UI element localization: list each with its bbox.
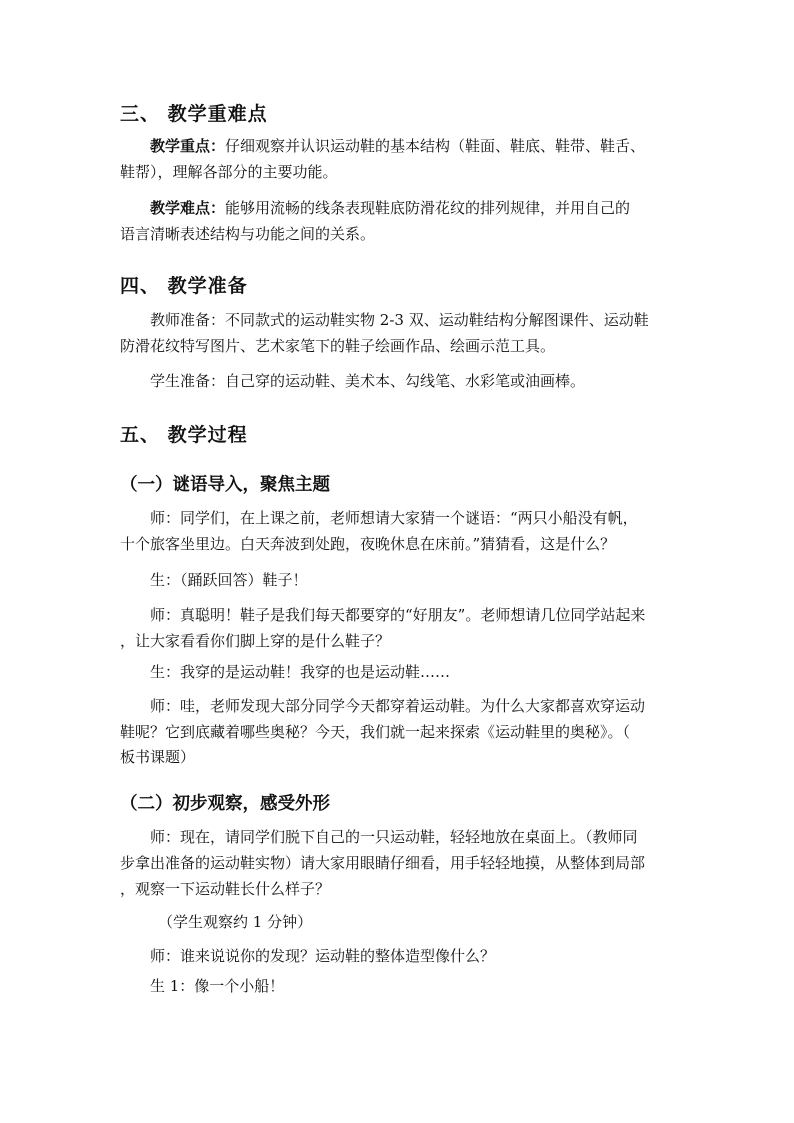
focus-paragraph-line-1 — [150, 136, 645, 156]
difficulty-paragraph-line-1 — [150, 198, 630, 218]
teacher-intro-line-1: 师：哇，老师发现大部分同学今天都穿着运动鞋。为什么大家都喜欢穿运动 — [150, 697, 646, 715]
section-heading-3: 三、 教学重难点 — [120, 103, 268, 125]
focus-label: 教学重点： — [150, 137, 226, 155]
teacher-question-line-1: 师：谁来说说你的发现？运动鞋的整体造型像什么？ — [150, 947, 496, 965]
observe-paragraph-line-3: ，观察一下运动鞋长什么样子？ — [120, 880, 331, 898]
teacher-intro-line-3: 板书课题） — [120, 748, 196, 766]
student-reply-line-1: 生：我穿的是运动鞋！我穿的也是运动鞋…… — [150, 663, 451, 681]
teacher-prep-line-1: 教师准备：不同款式的运动鞋实物 2-3 双、运动鞋结构分解图课件、运动鞋 — [150, 311, 649, 329]
observe-paragraph-line-2: 步拿出准备的运动鞋实物）请大家用眼睛仔细看，用手轻轻地摸，从整体到局部 — [120, 854, 646, 872]
focus-text: 仔细观察并认识运动鞋的基本结构（鞋面、鞋底、鞋带、鞋舌、 — [225, 137, 646, 155]
section-heading-5: 五、 教学过程 — [120, 424, 248, 446]
observe-paragraph-line-1: 师：现在，请同学们脱下自己的一只运动鞋，轻轻地放在桌面上。（教师同 — [150, 828, 638, 846]
riddle-paragraph-line-2: 十个旅客坐里边。白天奔波到处跑，夜晚休息在床前。”猜猜看，这是什么？ — [120, 535, 616, 553]
observe-note-line-1: （学生观察约 1 分钟） — [158, 913, 313, 931]
subsection-heading-1: （一）谜语导入，聚焦主题 — [120, 475, 330, 495]
riddle-paragraph-line-1: 师：同学们，在上课之前，老师想请大家猜一个谜语：“两只小船没有帆， — [150, 509, 638, 527]
teacher-praise-line-1: 师：真聪明！鞋子是我们每天都要穿的“好朋友”。老师想请几位同学站起来 — [150, 606, 646, 624]
student-answer-line-1: 生：（踊跃回答）鞋子！ — [150, 571, 308, 589]
section-heading-4: 四、 教学准备 — [120, 275, 248, 297]
focus-paragraph-line-2: 鞋帮），理解各部分的主要功能。 — [120, 163, 338, 181]
teacher-intro-line-2: 鞋呢？它到底藏着哪些奥秘？今天，我们就一起来探索《运动鞋里的奥秘》。（ — [120, 723, 631, 741]
subsection-heading-2: （二）初步观察，感受外形 — [120, 794, 330, 814]
difficulty-text: 能够用流畅的线条表现鞋底防滑花纹的排列规律，并用自己的 — [225, 199, 631, 217]
student1-answer-line-1: 生 1：像一个小船！ — [150, 977, 285, 995]
teacher-praise-line-2: ，让大家看看你们脚上穿的是什么鞋子？ — [120, 632, 391, 650]
student-prep-line-1: 学生准备：自己穿的运动鞋、美术本、勾线笔、水彩笔或油画棒。 — [150, 372, 586, 390]
teacher-prep-line-2: 防滑花纹特写图片、艺术家笔下的鞋子绘画作品、绘画示范工具。 — [120, 337, 556, 355]
difficulty-paragraph-line-2: 语言清晰表述结构与功能之间的关系。 — [120, 225, 376, 243]
difficulty-label: 教学难点： — [150, 199, 226, 217]
